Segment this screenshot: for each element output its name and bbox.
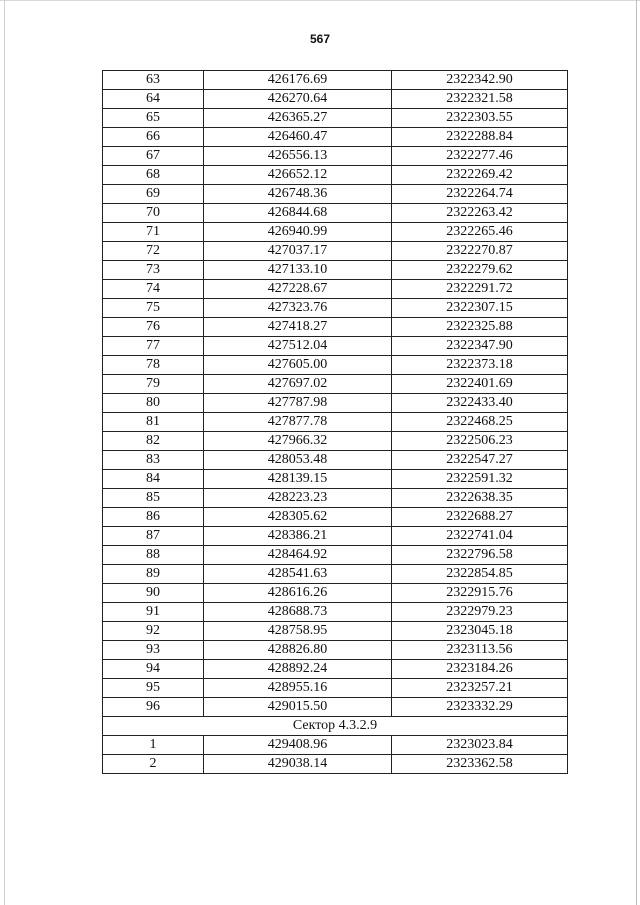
table-row (103, 394, 568, 413)
page-top-edge (0, 0, 640, 1)
point-number-cell: 85 (103, 489, 204, 508)
y-coordinate-cell: 2323362.58 (392, 755, 568, 774)
point-number-cell: 66 (103, 128, 204, 147)
y-coordinate-cell: 2322291.72 (392, 280, 568, 299)
y-coordinate-cell: 2322688.27 (392, 508, 568, 527)
table-row (103, 546, 568, 565)
x-coordinate-cell: 427418.27 (204, 318, 392, 337)
y-coordinate-cell: 2322288.84 (392, 128, 568, 147)
point-number-cell: 1 (103, 736, 204, 755)
x-coordinate-cell: 426844.68 (204, 204, 392, 223)
x-coordinate-cell: 429038.14 (204, 755, 392, 774)
point-number-cell: 82 (103, 432, 204, 451)
table-row (103, 641, 568, 660)
table-row (103, 603, 568, 622)
y-coordinate-cell: 2322325.88 (392, 318, 568, 337)
y-coordinate-cell: 2323045.18 (392, 622, 568, 641)
x-coordinate-cell: 428688.73 (204, 603, 392, 622)
x-coordinate-cell: 427512.04 (204, 337, 392, 356)
coordinates-table-body-part1 (103, 71, 568, 717)
point-number-cell: 80 (103, 394, 204, 413)
table-row (103, 755, 568, 774)
x-coordinate-cell: 427133.10 (204, 261, 392, 280)
point-number-cell: 93 (103, 641, 204, 660)
y-coordinate-cell: 2322468.25 (392, 413, 568, 432)
point-number-cell: 69 (103, 185, 204, 204)
point-number-cell: 79 (103, 375, 204, 394)
table-row (103, 679, 568, 698)
y-coordinate-cell: 2322263.42 (392, 204, 568, 223)
point-number-cell: 76 (103, 318, 204, 337)
x-coordinate-cell: 426176.69 (204, 71, 392, 90)
table-row (103, 375, 568, 394)
x-coordinate-cell: 428305.62 (204, 508, 392, 527)
x-coordinate-cell: 428464.92 (204, 546, 392, 565)
point-number-cell: 91 (103, 603, 204, 622)
table-row (103, 280, 568, 299)
page-number: 567 (309, 32, 331, 46)
table-row (103, 432, 568, 451)
point-number-cell: 70 (103, 204, 204, 223)
y-coordinate-cell: 2322270.87 (392, 242, 568, 261)
x-coordinate-cell: 428758.95 (204, 622, 392, 641)
table-row (103, 299, 568, 318)
x-coordinate-cell: 426652.12 (204, 166, 392, 185)
coordinates-table (102, 70, 568, 774)
point-number-cell: 78 (103, 356, 204, 375)
y-coordinate-cell: 2322303.55 (392, 109, 568, 128)
table-row (103, 565, 568, 584)
point-number-cell: 2 (103, 755, 204, 774)
x-coordinate-cell: 427787.98 (204, 394, 392, 413)
point-number-cell: 74 (103, 280, 204, 299)
y-coordinate-cell: 2322854.85 (392, 565, 568, 584)
x-coordinate-cell: 427037.17 (204, 242, 392, 261)
x-coordinate-cell: 429015.50 (204, 698, 392, 717)
table-row (103, 166, 568, 185)
table-row (103, 489, 568, 508)
x-coordinate-cell: 428892.24 (204, 660, 392, 679)
table-row (103, 318, 568, 337)
point-number-cell: 95 (103, 679, 204, 698)
x-coordinate-cell: 426270.64 (204, 90, 392, 109)
y-coordinate-cell: 2323023.84 (392, 736, 568, 755)
point-number-cell: 89 (103, 565, 204, 584)
point-number-cell: 64 (103, 90, 204, 109)
table-row (103, 242, 568, 261)
point-number-cell: 92 (103, 622, 204, 641)
point-number-cell: 72 (103, 242, 204, 261)
table-row (103, 109, 568, 128)
y-coordinate-cell: 2323184.26 (392, 660, 568, 679)
table-row (103, 337, 568, 356)
y-coordinate-cell: 2322321.58 (392, 90, 568, 109)
x-coordinate-cell: 427323.76 (204, 299, 392, 318)
table-row (103, 508, 568, 527)
x-coordinate-cell: 428223.23 (204, 489, 392, 508)
table-row (103, 71, 568, 90)
table-row (103, 223, 568, 242)
table-row (103, 90, 568, 109)
point-number-cell: 67 (103, 147, 204, 166)
table-row (103, 736, 568, 755)
y-coordinate-cell: 2322741.04 (392, 527, 568, 546)
x-coordinate-cell: 428955.16 (204, 679, 392, 698)
x-coordinate-cell: 426940.99 (204, 223, 392, 242)
x-coordinate-cell: 429408.96 (204, 736, 392, 755)
y-coordinate-cell: 2322506.23 (392, 432, 568, 451)
x-coordinate-cell: 427605.00 (204, 356, 392, 375)
section-title: Сектор 4.3.2.9 (103, 717, 568, 736)
x-coordinate-cell: 428139.15 (204, 470, 392, 489)
y-coordinate-cell: 2322307.15 (392, 299, 568, 318)
table-row (103, 527, 568, 546)
table-row (103, 660, 568, 679)
y-coordinate-cell: 2322915.76 (392, 584, 568, 603)
point-number-cell: 75 (103, 299, 204, 318)
page-right-edge (636, 0, 637, 905)
point-number-cell: 77 (103, 337, 204, 356)
x-coordinate-cell: 426460.47 (204, 128, 392, 147)
y-coordinate-cell: 2322347.90 (392, 337, 568, 356)
y-coordinate-cell: 2322269.42 (392, 166, 568, 185)
x-coordinate-cell: 428826.80 (204, 641, 392, 660)
y-coordinate-cell: 2322342.90 (392, 71, 568, 90)
y-coordinate-cell: 2322373.18 (392, 356, 568, 375)
y-coordinate-cell: 2322433.40 (392, 394, 568, 413)
x-coordinate-cell: 427877.78 (204, 413, 392, 432)
y-coordinate-cell: 2322264.74 (392, 185, 568, 204)
x-coordinate-cell: 426556.13 (204, 147, 392, 166)
x-coordinate-cell: 426748.36 (204, 185, 392, 204)
y-coordinate-cell: 2322401.69 (392, 375, 568, 394)
point-number-cell: 94 (103, 660, 204, 679)
point-number-cell: 96 (103, 698, 204, 717)
y-coordinate-cell: 2322265.46 (392, 223, 568, 242)
table-row (103, 622, 568, 641)
x-coordinate-cell: 427697.02 (204, 375, 392, 394)
x-coordinate-cell: 427228.67 (204, 280, 392, 299)
x-coordinate-cell: 428541.63 (204, 565, 392, 584)
point-number-cell: 88 (103, 546, 204, 565)
y-coordinate-cell: 2322796.58 (392, 546, 568, 565)
table-row (103, 261, 568, 280)
section-header-body (103, 717, 568, 736)
table-row (103, 128, 568, 147)
y-coordinate-cell: 2323257.21 (392, 679, 568, 698)
x-coordinate-cell: 427966.32 (204, 432, 392, 451)
y-coordinate-cell: 2322277.46 (392, 147, 568, 166)
table-row (103, 185, 568, 204)
section-header-row (103, 717, 568, 736)
table-row (103, 451, 568, 470)
x-coordinate-cell: 428616.26 (204, 584, 392, 603)
y-coordinate-cell: 2322979.23 (392, 603, 568, 622)
point-number-cell: 65 (103, 109, 204, 128)
table-row (103, 204, 568, 223)
y-coordinate-cell: 2323332.29 (392, 698, 568, 717)
x-coordinate-cell: 428053.48 (204, 451, 392, 470)
y-coordinate-cell: 2322279.62 (392, 261, 568, 280)
point-number-cell: 83 (103, 451, 204, 470)
point-number-cell: 63 (103, 71, 204, 90)
y-coordinate-cell: 2323113.56 (392, 641, 568, 660)
point-number-cell: 86 (103, 508, 204, 527)
point-number-cell: 73 (103, 261, 204, 280)
point-number-cell: 68 (103, 166, 204, 185)
table-row (103, 356, 568, 375)
x-coordinate-cell: 426365.27 (204, 109, 392, 128)
point-number-cell: 81 (103, 413, 204, 432)
point-number-cell: 71 (103, 223, 204, 242)
y-coordinate-cell: 2322591.32 (392, 470, 568, 489)
coordinates-table-body-part2 (103, 736, 568, 774)
point-number-cell: 87 (103, 527, 204, 546)
table-row (103, 147, 568, 166)
y-coordinate-cell: 2322638.35 (392, 489, 568, 508)
table-row (103, 698, 568, 717)
page-left-edge (4, 0, 5, 905)
y-coordinate-cell: 2322547.27 (392, 451, 568, 470)
table-row (103, 413, 568, 432)
table-row (103, 584, 568, 603)
point-number-cell: 84 (103, 470, 204, 489)
point-number-cell: 90 (103, 584, 204, 603)
x-coordinate-cell: 428386.21 (204, 527, 392, 546)
table-row (103, 470, 568, 489)
